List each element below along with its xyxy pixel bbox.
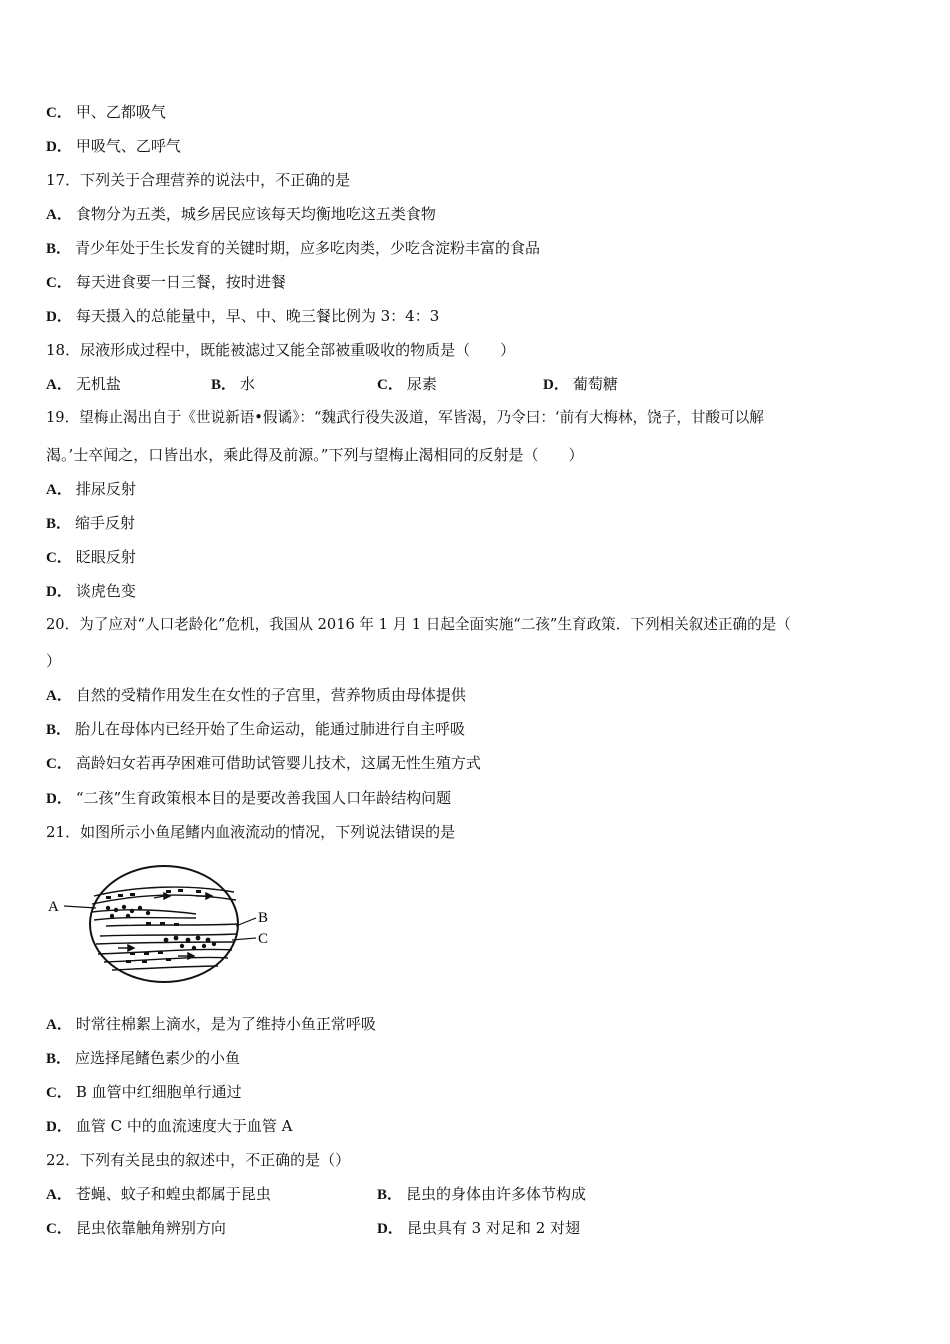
- q17-option-d: D． 每天摄入的总能量中，早、中、晚三餐比例为 3：4：3: [46, 307, 440, 325]
- q18-option-b: B． 水: [211, 375, 256, 393]
- q17-option-b: B． 青少年处于生长发育的关键时期，应多吃肉类，少吃含淀粉丰富的食品: [46, 239, 541, 257]
- q18-option-c: C． 尿素: [377, 375, 437, 393]
- q22-option-a: A． 苍蝇、蚊子和蝗虫都属于昆虫: [46, 1185, 271, 1203]
- q18-stem: 18．尿液形成过程中，既能被滤过又能全部被重吸收的物质是（ ）: [46, 341, 516, 359]
- q22-stem: 22．下列有关昆虫的叙述中，不正确的是（）: [46, 1151, 351, 1169]
- figure-label-c: C: [258, 931, 269, 947]
- q19-stem-line2: 渴。’士卒闻之，口皆出水，乘此得及前源。”下列与望梅止渴相同的反射是（ ）: [46, 446, 584, 464]
- fish-tail-blood-flow-figure: [46, 856, 286, 988]
- q19-option-d: D． 谈虎色变: [46, 582, 136, 600]
- q16-option-d: D． 甲吸气、乙呼气: [46, 137, 181, 155]
- q20-stem-line2: ）: [46, 652, 62, 670]
- q21-option-c: C． B 血管中红细胞单行通过: [46, 1083, 242, 1101]
- q17-option-a: A． 食物分为五类，城乡居民应该每天均衡地吃这五类食物: [46, 205, 436, 223]
- figure-label-b: B: [258, 910, 269, 926]
- q21-option-d: D． 血管 C 中的血流速度大于血管 A: [46, 1117, 293, 1135]
- q20-option-b: B． 胎儿在母体内已经开始了生命运动，能通过肺进行自主呼吸: [46, 720, 466, 738]
- q18-option-a: A． 无机盐: [46, 375, 121, 393]
- q19-option-a: A． 排尿反射: [46, 480, 136, 498]
- q22-option-b: B． 昆虫的身体由许多体节构成: [377, 1185, 587, 1203]
- q22-option-d: D． 昆虫具有 3 对足和 2 对翅: [377, 1219, 581, 1237]
- q20-stem-line1: 20．为了应对“人口老龄化”危机，我国从 2016 年 1 月 1 日起全面实施“二孩”生育政策．下列相关叙述正确的是（: [46, 616, 791, 633]
- q20-option-a: A． 自然的受精作用发生在女性的子宫里，营养物质由母体提供: [46, 686, 466, 704]
- figure-label-a: A: [48, 899, 59, 915]
- q20-option-c: C． 高龄妇女若再孕困难可借助试管婴儿技术，这属无性生殖方式: [46, 754, 481, 772]
- q18-option-d: D． 葡萄糖: [543, 375, 618, 393]
- q19-stem-line1: 19．望梅止渴出自于《世说新语•假谲》：“魏武行役失汲道，军皆渴，乃令曰：‘前有大梅林，饶子，甘酸可以解: [46, 409, 764, 426]
- q21-stem: 21．如图所示小鱼尾鳍内血液流动的情况，下列说法错误的是: [46, 823, 456, 841]
- q19-option-c: C． 眨眼反射: [46, 548, 136, 566]
- q21-option-b: B． 应选择尾鳍色素少的小鱼: [46, 1049, 241, 1067]
- q16-option-c: C． 甲、乙都吸气: [46, 103, 166, 121]
- q21-option-a: A． 时常往棉絮上滴水，是为了维持小鱼正常呼吸: [46, 1015, 376, 1033]
- q22-option-c: C． 昆虫依靠触角辨别方向: [46, 1219, 226, 1237]
- q17-option-c: C． 每天进食要一日三餐，按时进餐: [46, 273, 286, 291]
- q19-option-b: B． 缩手反射: [46, 514, 136, 532]
- q17-stem: 17．下列关于合理营养的说法中，不正确的是: [46, 171, 351, 189]
- q20-option-d: D． “二孩”生育政策根本目的是要改善我国人口年龄结构问题: [46, 789, 452, 807]
